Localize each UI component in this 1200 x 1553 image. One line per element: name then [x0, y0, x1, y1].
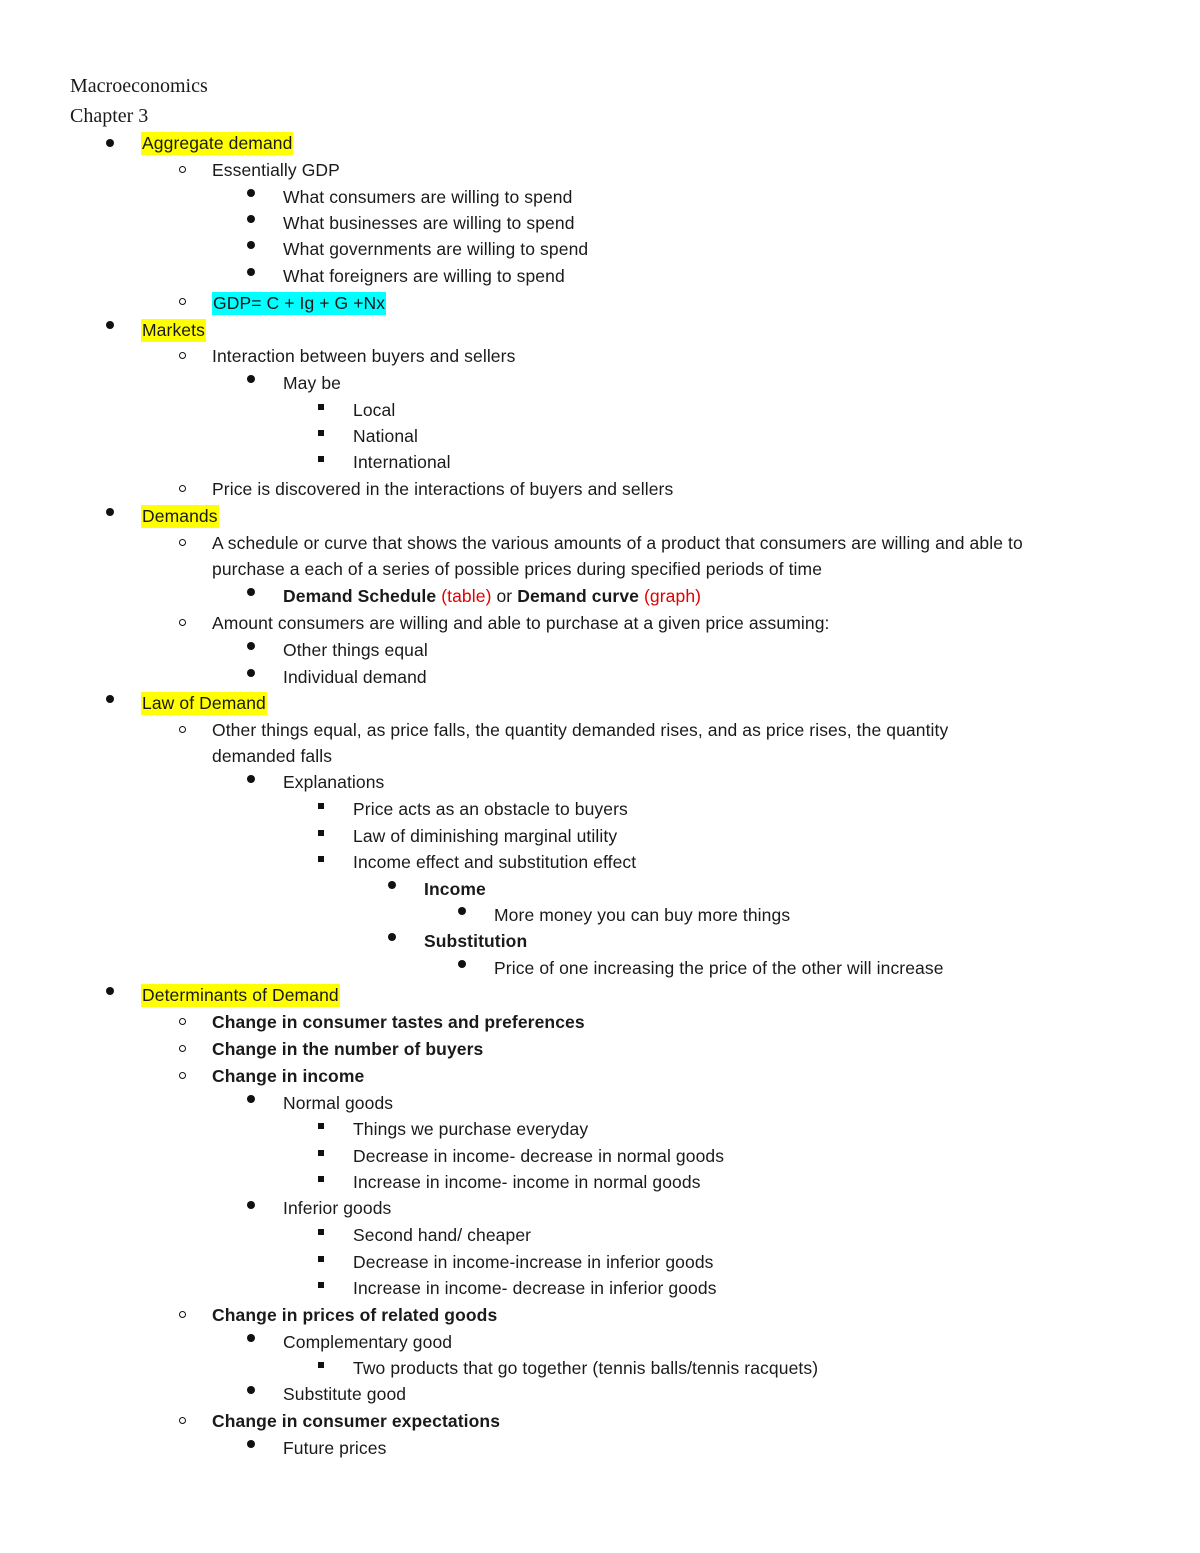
list-item: Change in consumer expectations [212, 1411, 501, 1431]
circle-bullet-icon [179, 166, 186, 173]
circle-bullet-icon [179, 1045, 186, 1052]
circle-bullet-icon [179, 485, 186, 492]
square-bullet-icon [318, 803, 324, 809]
list-item: Price is discovered in the interactions of buyers and sellers [212, 479, 674, 499]
list-item: Essentially GDP [212, 160, 340, 180]
bullet-icon [247, 375, 255, 383]
section-heading [141, 504, 219, 528]
section-heading [141, 318, 206, 342]
list-item: Normal goods [283, 1093, 394, 1113]
bullet-icon [388, 881, 396, 889]
list-item: Explanations [283, 772, 385, 792]
circle-bullet-icon [179, 726, 186, 733]
bullet-icon [247, 1386, 255, 1394]
circle-bullet-icon [179, 619, 186, 626]
list-item: What consumers are willing to spend [283, 187, 573, 207]
list-item: Income [424, 879, 486, 899]
circle-bullet-icon [179, 298, 186, 305]
list-item: Amount consumers are willing and able to purchase at a given price assuming: [212, 613, 830, 633]
bullet-icon [247, 588, 255, 596]
list-item-continuation: demanded falls [212, 746, 333, 766]
list-item: A schedule or curve that shows the various amounts of a product that consumers are willing and able to [212, 533, 1023, 553]
square-bullet-icon [318, 1256, 324, 1262]
bullet-icon [247, 775, 255, 783]
bullet-icon [106, 139, 114, 147]
square-bullet-icon [318, 1229, 324, 1235]
list-item: Change in income [212, 1066, 365, 1086]
or-connector: or [496, 586, 513, 606]
list-item: More money you can buy more things [494, 905, 791, 925]
circle-bullet-icon [179, 1311, 186, 1318]
aggregate-demand-heading: Aggregate demand [142, 133, 293, 153]
circle-bullet-icon [179, 539, 186, 546]
list-item: What businesses are willing to spend [283, 213, 575, 233]
square-bullet-icon [318, 856, 324, 862]
bullet-icon [106, 987, 114, 995]
bullet-icon [106, 695, 114, 703]
bullet-icon [106, 508, 114, 516]
section-heading [141, 131, 293, 155]
list-item: Local [353, 400, 396, 420]
list-item: What foreigners are willing to spend [283, 266, 565, 286]
bullet-icon [247, 241, 255, 249]
list-item: Increase in income- income in normal goods [353, 1172, 701, 1192]
square-bullet-icon [318, 404, 324, 410]
bullet-icon [247, 642, 255, 650]
square-bullet-icon [318, 430, 324, 436]
bullet-icon [106, 321, 114, 329]
list-item: Decrease in income-increase in inferior goods [353, 1252, 714, 1272]
circle-bullet-icon [179, 1072, 186, 1079]
list-item: Change in the number of buyers [212, 1039, 484, 1059]
list-item: Price acts as an obstacle to buyers [353, 799, 628, 819]
demands-heading: Demands [142, 506, 218, 526]
list-item: Other things equal, as price falls, the quantity demanded rises, and as price rises, the quantity [212, 720, 949, 740]
list-item: Two products that go together (tennis balls/tennis racquets) [353, 1358, 819, 1378]
list-item: Law of diminishing marginal utility [353, 826, 618, 846]
list-item: Change in prices of related goods [212, 1305, 498, 1325]
list-item: May be [283, 373, 341, 393]
list-item-continuation: purchase a each of a series of possible prices during specified periods of time [212, 559, 823, 579]
bullet-icon [247, 1095, 255, 1103]
markets-heading: Markets [142, 320, 205, 340]
document-title: Macroeconomics [70, 75, 208, 97]
list-item: Future prices [283, 1438, 387, 1458]
bullet-icon [247, 1440, 255, 1448]
list-item: Inferior goods [283, 1198, 392, 1218]
list-item: National [353, 426, 419, 446]
list-item: Things we purchase everyday [353, 1119, 589, 1139]
bullet-icon [458, 907, 466, 915]
list-item: Complementary good [283, 1332, 453, 1352]
square-bullet-icon [318, 830, 324, 836]
section-heading [141, 691, 267, 715]
list-item: Substitute good [283, 1384, 407, 1404]
bullet-icon [458, 960, 466, 968]
list-item: Substitution [424, 931, 528, 951]
list-item: Increase in income- decrease in inferior goods [353, 1278, 717, 1298]
bullet-icon [247, 1334, 255, 1342]
list-item: Decrease in income- decrease in normal goods [353, 1146, 725, 1166]
graph-note: (graph) [643, 586, 702, 606]
circle-bullet-icon [179, 352, 186, 359]
square-bullet-icon [318, 456, 324, 462]
section-heading [141, 983, 340, 1007]
chapter-heading: Chapter 3 [70, 105, 149, 127]
square-bullet-icon [318, 1150, 324, 1156]
list-item: International [353, 452, 451, 472]
bullet-icon [247, 1201, 255, 1209]
list-item [212, 291, 386, 315]
list-item: What governments are willing to spend [283, 239, 589, 259]
square-bullet-icon [318, 1123, 324, 1129]
square-bullet-icon [318, 1362, 324, 1368]
list-item: Individual demand [283, 667, 427, 687]
bullet-icon [247, 215, 255, 223]
circle-bullet-icon [179, 1018, 186, 1025]
bullet-icon [247, 268, 255, 276]
list-item [283, 584, 701, 608]
law-of-demand-heading: Law of Demand [142, 693, 266, 713]
bullet-icon [388, 933, 396, 941]
list-item: Interaction between buyers and sellers [212, 346, 516, 366]
square-bullet-icon [318, 1176, 324, 1182]
list-item: Price of one increasing the price of the other will increase [494, 958, 944, 978]
bullet-icon [247, 669, 255, 677]
list-item: Other things equal [283, 640, 428, 660]
list-item: Income effect and substitution effect [353, 852, 637, 872]
table-note: (table) [441, 586, 492, 606]
square-bullet-icon [318, 1282, 324, 1288]
demand-curve-term: Demand curve [517, 586, 640, 606]
list-item: Second hand/ cheaper [353, 1225, 532, 1245]
list-item: Change in consumer tastes and preferences [212, 1012, 585, 1032]
demand-schedule-term: Demand Schedule [283, 586, 437, 606]
gdp-formula: GDP= C + Ig + G +Nx [213, 293, 386, 313]
circle-bullet-icon [179, 1417, 186, 1424]
determinants-heading: Determinants of Demand [142, 985, 339, 1005]
bullet-icon [247, 189, 255, 197]
